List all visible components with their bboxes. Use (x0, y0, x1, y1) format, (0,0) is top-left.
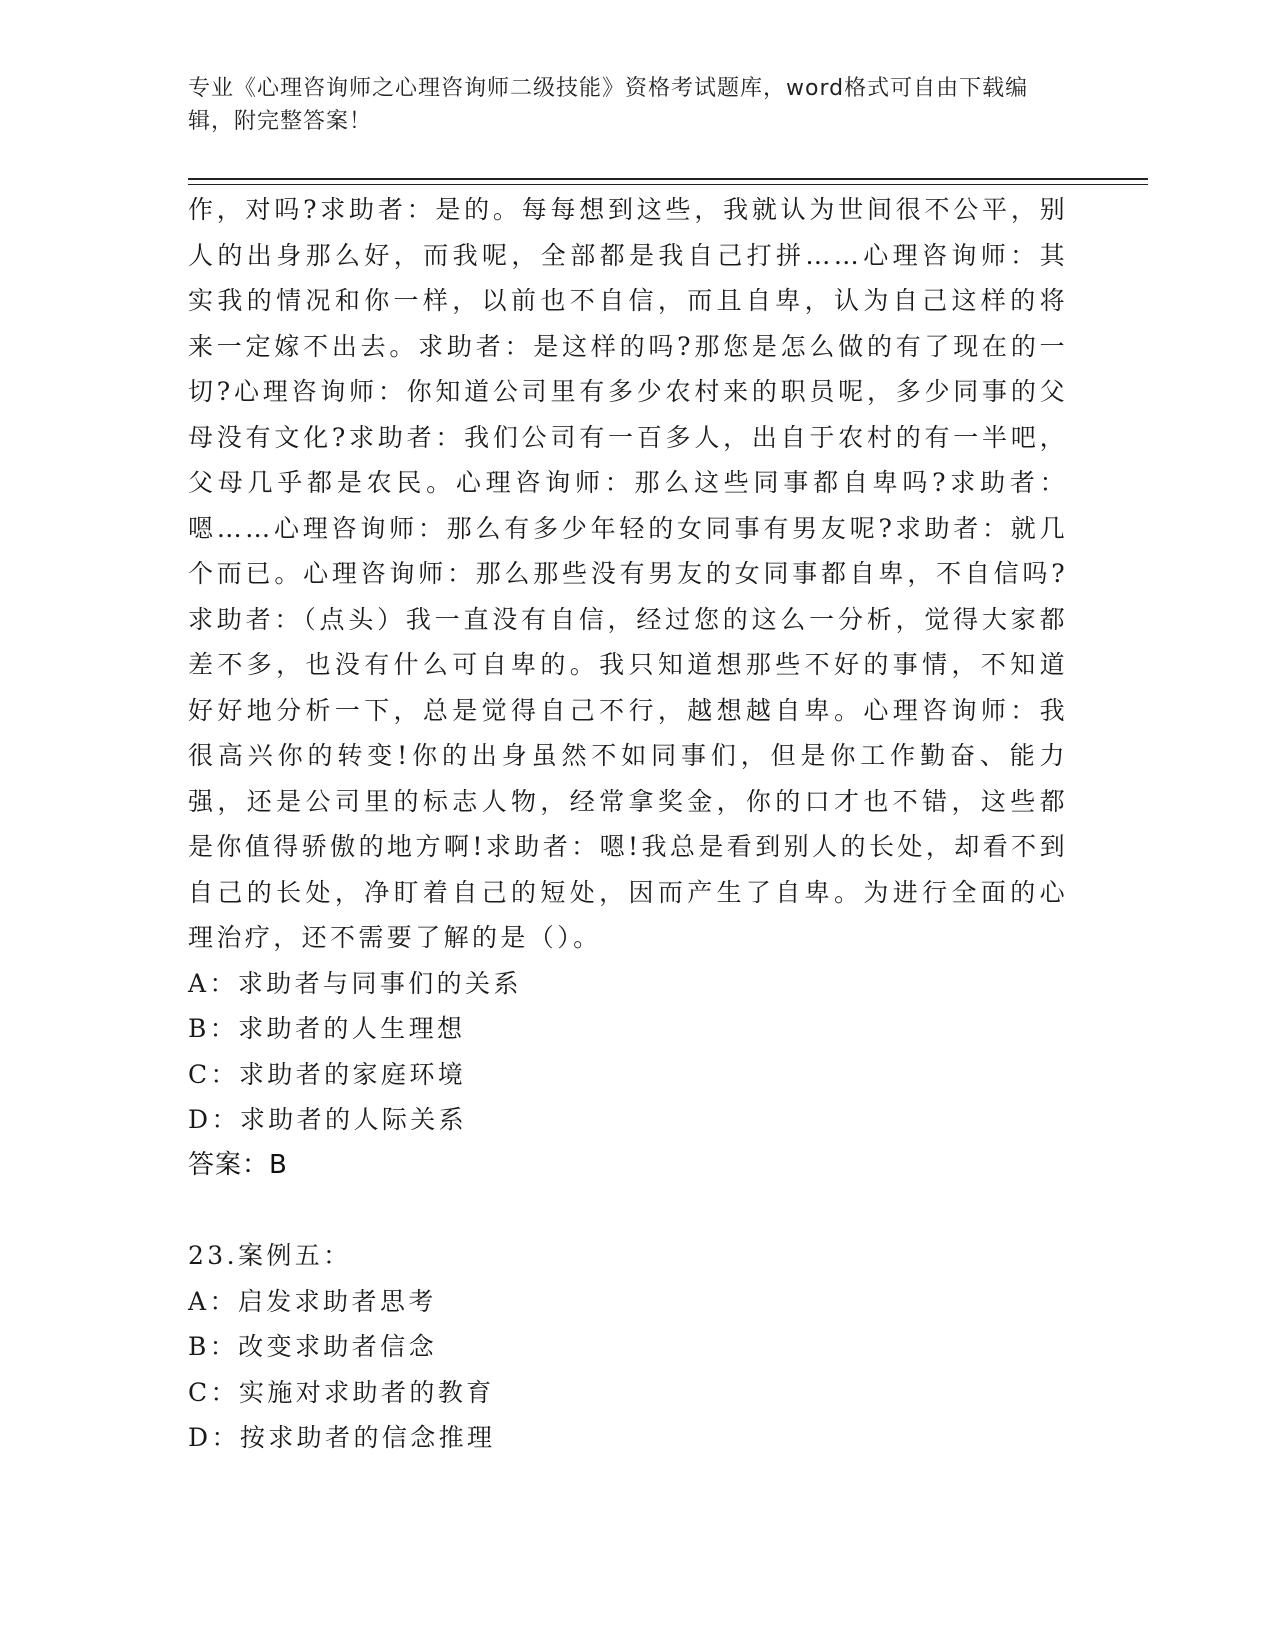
option-a: A：求助者与同事们的关系 (188, 968, 522, 998)
option-a: A：启发求助者思考 (188, 1286, 437, 1316)
option-c: C：实施对求助者的教育 (188, 1377, 495, 1407)
spacer (188, 1188, 1068, 1233)
option-b: B：改变求助者信念 (188, 1332, 437, 1361)
question-22-stem: 作，对吗?求助者：是的。每每想到这些，我就认为世间很不公平，别人的出身那么好，而我呢，全部都是我自己打拼……心理咨询师：其实我的情况和你一样，以前也不自信，而且自卑，认为自己这样的将来一定嫁不出去。求助者：是这样的吗?那您是怎么做的有了现在的一切?心理咨询师：你知道公司里有多少农村来的职员呢，多少同事的父母没有文化?求助者：我们公司有一百多人，出自于农村的有一半吧，父母几乎都是农民。心理咨询师：那么这些同事都自卑吗?求助者：嗯……心理咨询师：那么有多少年轻的女同事有男友呢?求助者：就几个而已。心理咨询师：那么那些没有男友的女同事都自卑，不自信吗?求助者：（点头）我一直没有自信，经过您的这么一分析，觉得大家都差不多，也没有什么可自卑的。我只知道想那些不好的事情，不知道好好地分析一下，总是觉得自己不行，越想越自卑。心理咨询师：我很高兴你的转变!你的出身虽然不如同事们，但是你工作勤奋、能力强，还是公司里的标志人物，经常拿奖金，你的口才也不错，这些都是你值得骄傲的地方啊!求助者：嗯!我总是看到别人的长处，却看不到自己的长处，净盯着自己的短处，因而产生了自卑。为进行全面的心理治疗，还不需要了解的是（）。 (188, 195, 1068, 952)
option-d: D：求助者的人际关系 (188, 1105, 468, 1134)
question-23-title: 23.案例五： (188, 1241, 352, 1270)
document-content (188, 187, 1068, 1461)
option-b: B：求助者的人生理想 (188, 1014, 466, 1043)
question-22-options (188, 961, 1068, 1143)
question-23-options (188, 1279, 1068, 1461)
question-22-answer: 答案：B (188, 1149, 288, 1180)
header-divider-thin (188, 184, 1148, 185)
option-c: C：求助者的家庭环境 (188, 1059, 467, 1089)
option-d: D：按求助者的信念推理 (188, 1423, 496, 1452)
header-divider-thick (188, 178, 1148, 180)
page-header: 专业《心理咨询师之心理咨询师二级技能》资格考试题库，word格式可自由下载编辑，附完整答案！ (188, 76, 1029, 134)
